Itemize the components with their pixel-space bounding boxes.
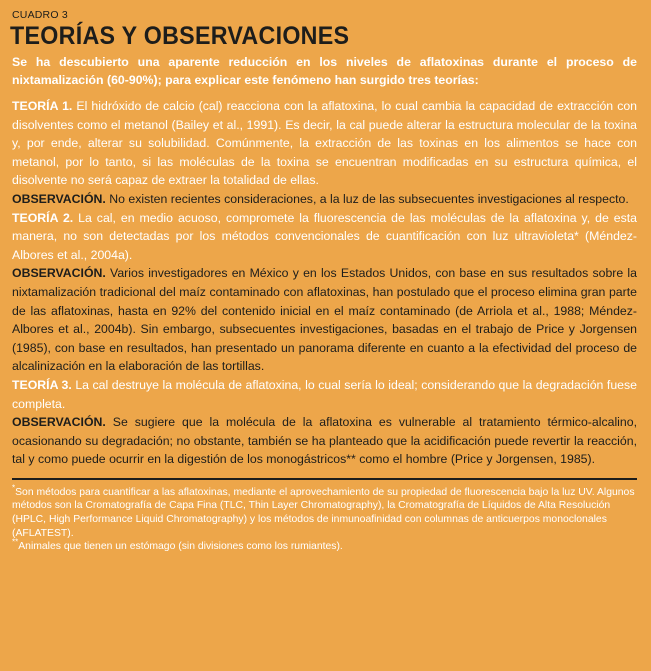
teoria-1-lead: TEORÍA 1. — [12, 99, 73, 113]
observacion-1-lead: OBSERVACIÓN. — [12, 191, 106, 206]
box-title: TEORÍAS Y OBSERVACIONES — [10, 22, 350, 50]
footnote-2-mark: ** — [12, 537, 19, 547]
footnote-1 — [12, 483, 637, 540]
footnote-2-text: Animales que tienen un estómago (sin divisiones como los rumiantes). — [18, 541, 343, 553]
teoria-2 — [12, 209, 637, 265]
box-intro: Se ha descubierto una aparente reducción en los niveles de aflatoxinas durante el proceso de nixtamalización (60-90%); para explicar este fenómeno han surgido tres teorías: — [12, 55, 637, 87]
observacion-1 — [12, 190, 637, 209]
footnote-1-mark: * — [12, 483, 16, 493]
footnote-1-text: Son métodos para cuantificar a las aflatoxinas, mediante el aprovechamiento de su propiedad de fluorescencia bajo la luz UV. Algunos métodos son la Cromatografía de Capa Fina (TLC, Thin Layer Chromatography), la Cromatografía de Líquidos de Alta Resolución (HPLC, High Performance Liquid Chromatography) y los métodos de inmunoafinidad con columnas de anticuerpos monoclonales (AFLATEST). — [12, 486, 635, 539]
observacion-3-lead: OBSERVACIÓN. — [12, 415, 106, 430]
footnote-divider — [12, 478, 637, 480]
box-label: CUADRO 3 — [12, 9, 68, 21]
observacion-3 — [12, 413, 637, 469]
teoria-3-lead: TEORÍA 3. — [12, 377, 72, 392]
observacion-2-lead: OBSERVACIÓN. — [12, 266, 106, 281]
observacion-2-text: Varios investigadores en México y en los Estados Unidos, con base en sus resultados sobre la nixtamalización tradicional del maíz contaminado con aflatoxinas, han postulado que el proceso elimina gran parte de las aflatoxinas, hasta en 92% del contenido inicial en el maíz contaminado (de Arriola et al., 1988; Méndez-Albores et al., 2004b). Sin embargo, subsecuentes investigaciones, basadas en el trabajo de Price y Jorgensen (1985), con base en resultados, han presentado un panorama diferente en cuanto a la efectividad del proceso de alcalinización en la elaboración de las tortillas. — [12, 266, 637, 374]
footnotes — [12, 483, 637, 554]
observacion-1-text: No existen recientes consideraciones, a la luz de las subsecuentes investigaciones al respecto. — [109, 191, 629, 206]
teoria-2-lead: TEORÍA 2. — [12, 210, 74, 225]
footnote-2 — [12, 537, 637, 554]
teoria-2-text: La cal, en medio acuoso, compromete la fluorescencia de las moléculas de la aflatoxina y, de esta manera, no son detectadas por los métodos convencionales de cuantificación con luz ultravioleta* (Méndez-Albores et al., 2004a). — [12, 210, 638, 262]
teoria-1-text: El hidróxido de calcio (cal) reacciona con la aflatoxina, lo cual cambia la capacidad de extracción con disolventes como el metanol (Bailey et al., 1991). Es decir, la cal puede alterar la estructura molecular de la toxina y, por ende, alterar su solubilidad. Comúnmente, la extracción de las toxinas en los alimentos se hace con metanol, por lo tanto, si las moléculas de la toxina se encuentran modificadas en su estructura química, el disolvente no será capaz de extraer la totalidad de ellas. — [12, 99, 638, 188]
teoria-1 — [12, 97, 637, 190]
teoria-3-text: La cal destruye la molécula de aflatoxina, lo cual sería lo ideal; considerando que la degradación fuese completa. — [12, 377, 638, 411]
observacion-2 — [12, 264, 637, 376]
observacion-3-text: Se sugiere que la molécula de la aflatoxina es vulnerable al tratamiento térmico-alcalino, ocasionando su degradación; no obstante, también se ha planteado que la acidificación puede revertir la reacción, tal y como puede ocurrir en la digestión de los monogástricos** como el hombre (Price y Jorgensen, 1985). — [12, 415, 637, 467]
teoria-3 — [12, 376, 637, 413]
